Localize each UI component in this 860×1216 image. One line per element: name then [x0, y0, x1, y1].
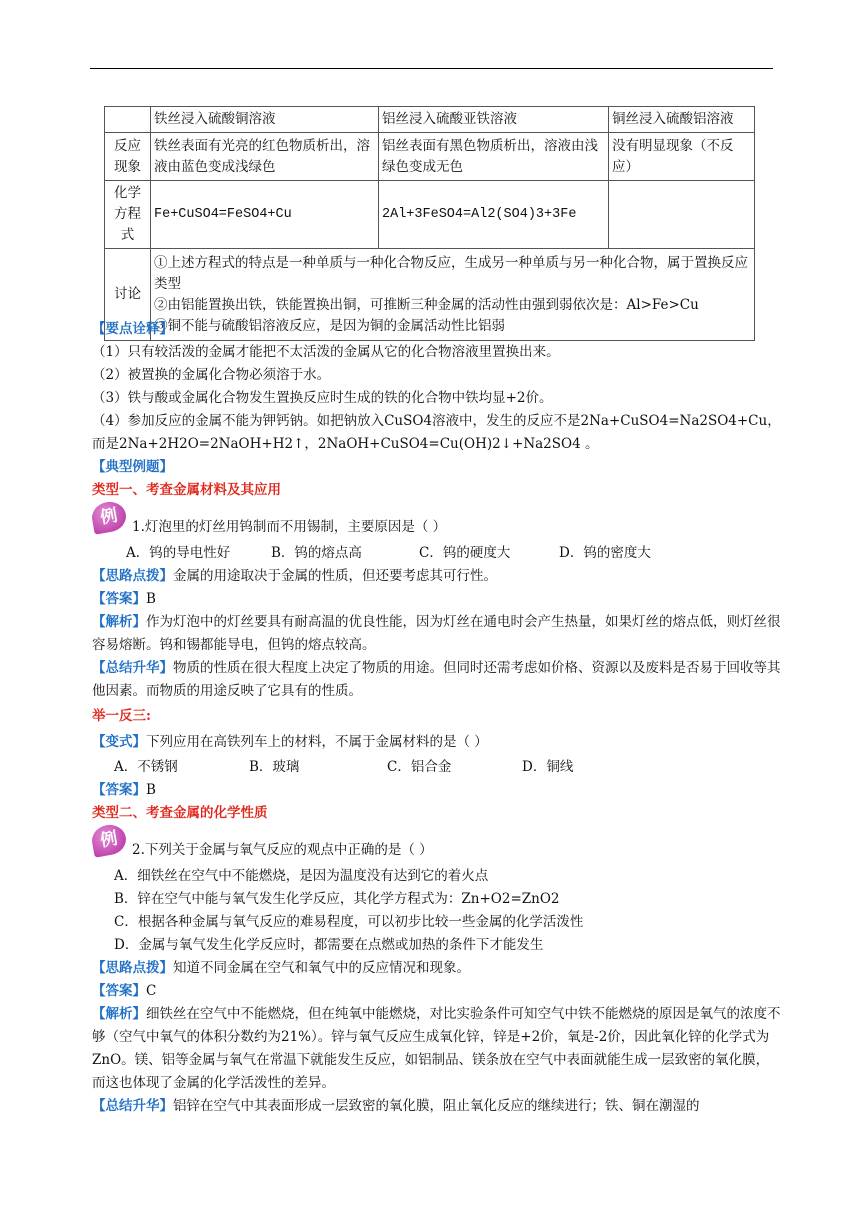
cell-equation-aluminum: 2Al+3FeSO4=Al2(SO4)3+3Fe — [379, 181, 609, 249]
example-badge-icon: 例 — [90, 822, 129, 857]
table-header-iron: 铁丝浸入硫酸铜溶液 — [151, 107, 379, 133]
example2-option-a: A．细铁丝在空气中不能燃烧，是因为温度没有达到它的着火点 — [114, 868, 489, 884]
type2-title: 类型二、考查金属的化学性质 — [92, 805, 268, 821]
keypoints-heading: 【要点诠释】 — [92, 321, 173, 337]
analysis-text: 作为灯泡中的灯丝要具有耐高温的优良性能，因为灯丝在通电时会产生热量，如果灯丝的熔点低，则灯丝很容易熔断。钨和锡都能导电，但钨的熔点较高。 — [92, 614, 781, 653]
discussion-point-2: ②由铝能置换出铁，铁能置换出铜，可推断三种金属的活动性由强到弱依次是：Al>Fe>Cu — [154, 296, 699, 313]
examples-heading: 【典型例题】 — [92, 459, 173, 475]
example2-summary — [92, 1095, 782, 1118]
analysis-label: 【解析】 — [92, 614, 146, 630]
variant-question-line — [92, 731, 782, 754]
variant-option-a: A．不锈钢 — [114, 759, 178, 775]
summary-label: 【总结升华】 — [92, 1098, 173, 1114]
variant-question: 下列应用在高铁列车上的材料，不属于金属材料的是（ ） — [146, 734, 488, 750]
variant-option-c: C．铝合金 — [387, 759, 452, 775]
row-label-equation: 化学方程式 — [105, 181, 151, 249]
cell-phenomenon-aluminum: 铝丝表面有黑色物质析出，溶液由浅绿色变成无色 — [379, 133, 609, 181]
cell-phenomenon-copper: 没有明显现象（不反应） — [609, 133, 755, 181]
document-body — [92, 318, 782, 1118]
example1-analysis — [92, 611, 782, 657]
summary-label: 【总结升华】 — [92, 660, 173, 676]
keypoint-1: （1）只有较活泼的金属才能把不太活泼的金属从它的化合物溶液里置换出来。 — [92, 344, 560, 360]
row-label-discussion: 讨论 — [105, 249, 151, 341]
type1-title: 类型一、考查金属材料及其应用 — [92, 482, 281, 498]
example-badge-icon: 例 — [90, 499, 129, 534]
table-header-copper: 铜丝浸入硫酸铝溶液 — [609, 107, 755, 133]
cell-equation-iron: Fe+CuSO4=FeSO4+Cu — [151, 181, 379, 249]
discussion-point-3: ③铜不能与硫酸铝溶液反应，是因为铜的金属活动性比铝弱 — [154, 317, 505, 334]
example1-answer — [92, 588, 782, 611]
summary-text: 物质的性质在很大程度上决定了物质的用途。但同时还需考虑如价格、资源以及废料是否易于回收等其他因素。而物质的用途反映了它具有的性质。 — [92, 660, 781, 699]
row-label-phenomenon: 反应现象 — [105, 133, 151, 181]
hint-text: 金属的用途取决于金属的性质，但还要考虑其可行性。 — [173, 568, 497, 584]
keypoint-4a: （4）参加反应的金属不能为钾钙钠。如把钠放入CuSO4溶液中，发生的反应不是2Na+CuSO4=Na2SO4+Cu， — [92, 413, 781, 429]
keypoint-2: （2）被置换的金属化合物必须溶于水。 — [92, 367, 331, 383]
example1-option-d: D．钨的密度大 — [559, 545, 651, 561]
example1-question: 1.灯泡里的灯丝用钨制而不用锡制，主要原因是（ ） — [132, 519, 447, 535]
cell-equation-copper — [609, 181, 755, 249]
variant-option-d: D．铜线 — [522, 759, 574, 775]
answer-text: B — [146, 591, 156, 607]
summary-text: 铝锌在空气中其表面形成一层致密的氧化膜，阻止氧化反应的继续进行；铁、铜在潮湿的 — [173, 1098, 700, 1114]
variant-label: 【变式】 — [92, 734, 146, 750]
experiment-table — [104, 106, 755, 341]
variant-options — [92, 756, 782, 779]
example1-options — [92, 542, 782, 565]
example1-summary — [92, 657, 782, 703]
example1-header — [92, 502, 782, 542]
example2-header — [92, 825, 782, 865]
answer-label: 【答案】 — [92, 591, 146, 607]
example2-option-c: C．根据各种金属与氧气反应的难易程度，可以初步比较一些金属的化学活泼性 — [114, 914, 584, 930]
example1-option-a: A．钨的导电性好 — [126, 545, 231, 561]
example2-option-b: B．锌在空气中能与氧气发生化学反应，其化学方程式为：Zn+O2=ZnO2 — [114, 891, 560, 907]
variant-answer — [92, 779, 782, 802]
answer-text: C — [146, 983, 157, 999]
example2-answer — [92, 980, 782, 1003]
cell-phenomenon-iron: 铁丝表面有光亮的红色物质析出，溶液由蓝色变成浅绿色 — [151, 133, 379, 181]
header-rule — [90, 68, 773, 69]
example2-option-d: D．金属与氧气发生化学反应时，都需要在点燃或加热的条件下才能发生 — [114, 937, 544, 953]
example1-option-b: B．钨的熔点高 — [271, 545, 362, 561]
analysis-label: 【解析】 — [92, 1006, 146, 1022]
keypoint-4b: 而是2Na+2H2O=2NaOH+H2↑，2NaOH+CuSO4=Cu(OH)2↓+Na2SO4 。 — [92, 436, 599, 452]
variant-answer-text: B — [146, 782, 156, 798]
hint-label: 【思路点拨】 — [92, 960, 173, 976]
example2-question: 2.下列关于金属与氧气反应的观点中正确的是（ ） — [132, 842, 433, 858]
hint-label: 【思路点拨】 — [92, 568, 173, 584]
variant-heading: 举一反三: — [92, 708, 151, 724]
answer-label: 【答案】 — [92, 983, 146, 999]
variant-answer-label: 【答案】 — [92, 782, 146, 798]
example1-hint — [92, 565, 782, 588]
hint-text: 知道不同金属在空气和氧气中的反应情况和现象。 — [173, 960, 470, 976]
table-header-aluminum: 铝丝浸入硫酸亚铁溶液 — [379, 107, 609, 133]
keypoint-3: （3）铁与酸或金属化合物发生置换反应时生成的铁的化合物中铁均显+2价。 — [92, 390, 553, 406]
example2-analysis — [92, 1003, 782, 1095]
analysis-text: 细铁丝在空气中不能燃烧，但在纯氧中能燃烧，对比实验条件可知空气中铁不能燃烧的原因是氧气的浓度不够（空气中氧气的体积分数约为21%）。锌与氧气反应生成氧化锌，锌是+2价，氧是-2价，因此氧化锌的化学式为ZnO。镁、铝等金属与氧气在常温下就能发生反应，如铝制品、镁条放在空气中表面就能生成一层致密的氧化膜，而这也体现了金属的化学活泼性的差异。 — [92, 1006, 781, 1091]
table-header-empty — [105, 107, 151, 133]
discussion-point-1: ①上述方程式的特点是一种单质与一种化合物反应，生成另一种单质与另一种化合物，属于置换反应类型 — [154, 254, 748, 292]
example2-hint — [92, 957, 782, 980]
variant-option-b: B．玻璃 — [249, 759, 300, 775]
example1-option-c: C．钨的硬度大 — [419, 545, 511, 561]
